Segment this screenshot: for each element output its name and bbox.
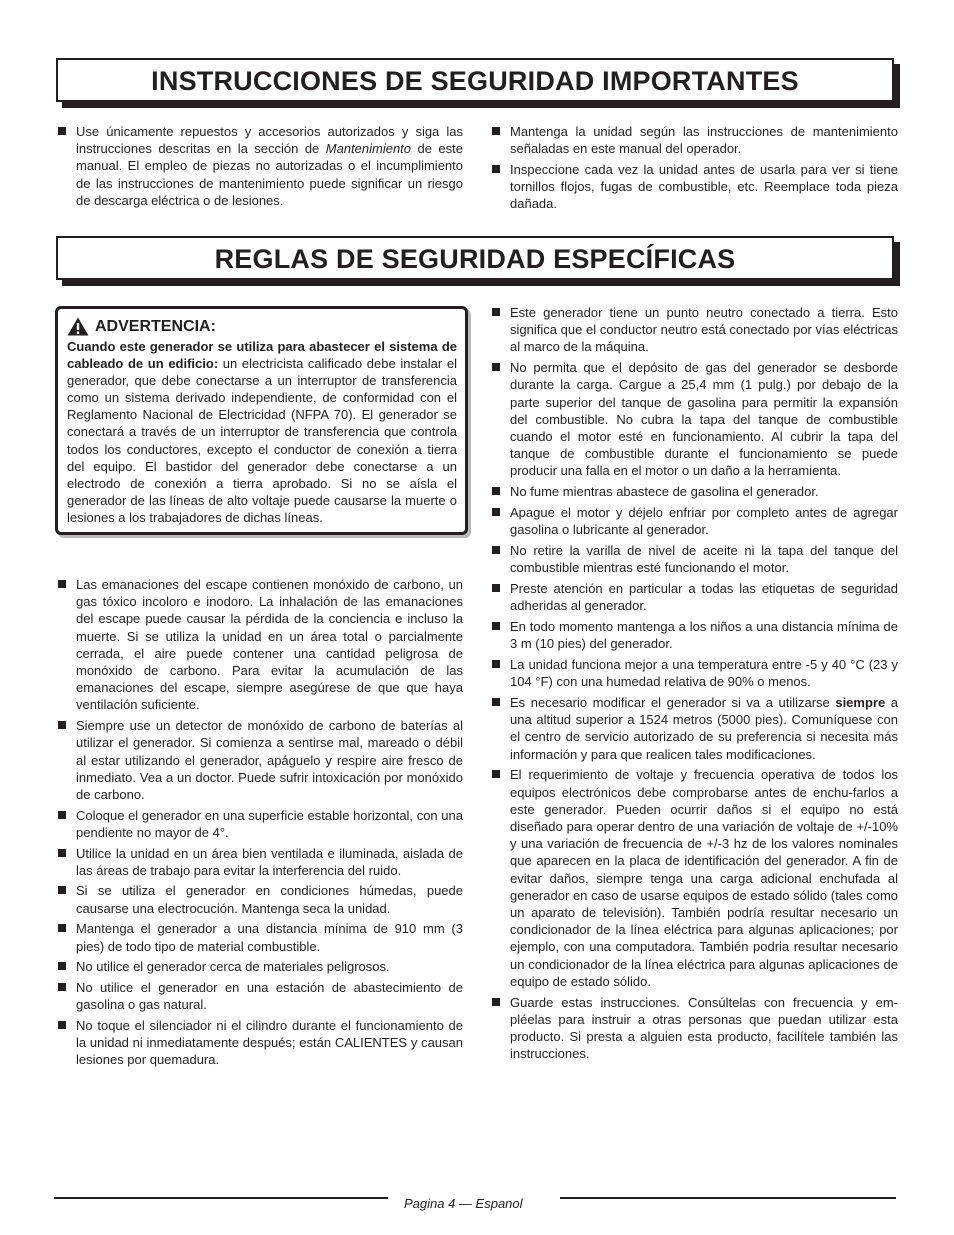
list-item <box>490 359 898 479</box>
item-text: Si se utiliza el generador en condiciones húmedas, puede causarse una electrocución. Mantenga seca la unidad. <box>76 883 463 916</box>
list-item <box>56 123 463 209</box>
square-bullet-icon <box>58 127 66 135</box>
item-text: Siempre use un detector de monóxido de carbono de baterías al utilizar el generador. Si comienza a sentirse mal, mareado o débil al estar utilizando el generador, apáguelo y respire aire fresco de inmediato. Vea a un doctor. Puede sufrir intoxicación por monóxido de carbono. <box>76 718 463 802</box>
page-footer: Pagina 4 — Espanol <box>404 1196 523 1211</box>
item-text: No utilice el generador en una estación de abastecimiento de gasolina o gas natural. <box>76 979 463 1013</box>
square-bullet-icon <box>492 998 500 1006</box>
square-bullet-icon <box>492 770 500 778</box>
item-text: No utilice el generador cerca de materiales peligrosos. <box>76 959 390 975</box>
warning-text <box>67 338 457 526</box>
list-item <box>56 920 463 954</box>
item-text: En todo momento mantenga a los niños a una distancia mínima de 3 m (10 pies) del generador. <box>510 619 898 652</box>
square-bullet-icon <box>58 1021 66 1029</box>
list-item <box>490 618 898 652</box>
item-text: Este generador tiene un punto neutro conectado a tierra. Esto significa que el conductor neutro está conectado por vías eléctricas al marco de la máquina. <box>510 305 898 355</box>
square-bullet-icon <box>58 983 66 991</box>
square-bullet-icon <box>58 886 66 894</box>
square-bullet-icon <box>492 660 500 668</box>
list-item <box>56 1017 463 1069</box>
square-bullet-icon <box>492 584 500 592</box>
square-bullet-icon <box>58 924 66 932</box>
item-italic-text: Mantenimiento <box>325 141 412 157</box>
square-bullet-icon <box>492 546 500 554</box>
item-text: Inspeccione cada vez la unidad antes de usarla para ver si tiene tornillos flojos, fugas de combustible, etc. Reemplace toda pieza dañada. <box>510 161 898 212</box>
item-text: Es necesario modificar el generador si va a utilizarse <box>510 695 836 711</box>
list-item <box>56 882 463 916</box>
square-bullet-icon <box>492 508 500 516</box>
square-bullet-icon <box>492 487 500 495</box>
list-item <box>490 123 898 157</box>
square-bullet-icon <box>492 698 500 706</box>
list-item <box>490 504 898 538</box>
list-item <box>56 576 463 714</box>
square-bullet-icon <box>492 308 500 316</box>
item-text: No toque el silenciador ni el cilindro durante el funcionamiento de la unidad ni inmediatamente después; están CALIENTES y causan lesiones por quemadura. <box>76 1017 463 1068</box>
square-bullet-icon <box>492 622 500 630</box>
item-text: No permita que el depósito de gas del generador se desborde durante la carga. Cargue a 25,4 mm (1 pulg.) por debajo de la parte superior del tanque de gasolina para permitir la expansión del combustible. No cubra la tapa del tanque de combustible cuando el motor esté en funcionamiento. Al cubrir la tapa del tanque de combustible durante el funcionamiento se puede producir una falla en el motor o un daño a la herramienta. <box>510 360 898 479</box>
important-instructions-right-column <box>490 123 898 216</box>
list-item <box>490 483 898 500</box>
list-item <box>56 807 463 841</box>
item-text: No retire la varilla de nivel de aceite ni la tapa del tanque del combustible mientras esté funcionando el motor. <box>510 543 898 576</box>
item-text: de este manual. El empleo de piezas no autorizadas o el incumplimiento de las instrucciones de mantenimiento puede significar un riesgo de descarga eléctrica o de lesiones. <box>76 141 463 208</box>
specific-rules-right-column <box>490 304 898 1066</box>
list-item <box>490 161 898 213</box>
square-bullet-icon <box>492 165 500 173</box>
list-item <box>490 656 898 690</box>
list-item <box>490 694 898 763</box>
warning-bold-lead: Cuando este generador se utiliza para abastecer el sistema de cableado de un edificio: <box>67 339 457 372</box>
square-bullet-icon <box>492 363 500 371</box>
square-bullet-icon <box>58 962 66 970</box>
item-bold-text: siempre <box>835 695 886 711</box>
square-bullet-icon <box>58 811 66 819</box>
warning-heading <box>67 317 457 336</box>
square-bullet-icon <box>58 721 66 729</box>
warning-triangle-icon <box>67 317 89 336</box>
item-text: La unidad funciona mejor a una temperatura entre -5 y 40 °C (23 y 104 °F) con una humedad relativa de 90% o menos. <box>510 657 898 690</box>
item-text: Guarde estas instrucciones. Consúltelas con frecuencia y em-pléelas para instruir a otras personas que puedan utilizar esta producto. Si presta a alguien esta producto, facilítele también las instrucciones. <box>510 994 898 1062</box>
item-text: Coloque el generador en una superficie estable horizontal, con una pendiente no mayor de 4°. <box>76 807 463 840</box>
specific-rules-left-column <box>56 576 463 1072</box>
item-text: a una altitud superior a 1524 metros (5000 pies). Comuníquese con el centro de servicio autorizado de su preferencia si necesita más información y para que realicen tales modificaciones. <box>510 695 899 762</box>
list-item <box>56 958 463 975</box>
list-item <box>490 304 898 356</box>
footer-rule-left <box>54 1197 388 1199</box>
item-text: Preste atención en particular a todas las etiquetas de seguridad adheridas al generador. <box>510 581 898 614</box>
warning-box <box>55 306 468 535</box>
warning-heading-text: ADVERTENCIA: <box>95 317 216 335</box>
square-bullet-icon <box>58 849 66 857</box>
list-item <box>56 845 463 879</box>
list-item <box>490 580 898 614</box>
item-text: Use únicamente repuestos y accesorios autorizados y siga las instrucciones descritas en la sección de <box>76 124 463 157</box>
section-title-important-instructions: INSTRUCCIONES DE SEGURIDAD IMPORTANTES <box>56 58 894 102</box>
section-title-specific-rules: REGLAS DE SEGURIDAD ESPECÍFICAS <box>56 236 894 280</box>
item-text: Las emanaciones del escape contienen monóxido de carbono, un gas tóxico incoloro e inodoro. La inhalación de las emanaciones del escape puede causar la pérdida de la conciencia e incluso la muerte. Si se utiliza la unidad en un área total o parcialmente cerrada, el aire puede contener una cantidad peligrosa de monóxido de carbono. Para evitar la acumulación de las emanaciones del escape, siempre asegúrese de que que haya ventilación suficiente. <box>76 577 463 713</box>
square-bullet-icon <box>58 580 66 588</box>
list-item <box>490 542 898 576</box>
item-text: El requerimiento de voltaje y frecuencia operativa de todos los equipos electrónicos debe comprobarse antes de enchu-farlos a este generador. Pueden ocurrir daños si el equipo no está diseñado para operar dentro de una variación de voltaje de +/-10% y una variación de frecuencia de +/-3 hz de los valores nominales que aparecen en la placa de identificación del generador. A fin de evitar daños, siempre tenga una carga adicional enchufada al generador en caso de usarse equipos de estado sólido (tales como un aparato de televisión). También podría resultar necesario un condicionador de la línea eléctrica para algunas aplicaciones; por ejemplo, con una computadora. También podria resultar necesario un condicionador de la línea eléctrica para algunas aplicaciones de equipo de estado sólido. <box>510 767 898 989</box>
item-text: Mantenga el generador a una distancia mínima de 910 mm (3 pies) de todo tipo de material combustible. <box>76 921 463 954</box>
important-instructions-left-column <box>56 123 463 213</box>
list-item <box>56 717 463 803</box>
item-text: Utilice la unidad en un área bien ventilada e iluminada, aislada de las áreas de trabajo para evitar la interferencia del ruido. <box>76 845 463 878</box>
list-item <box>56 979 463 1013</box>
list-item <box>490 766 898 990</box>
square-bullet-icon <box>492 127 500 135</box>
item-text: Apague el motor y déjelo enfriar por completo antes de agregar gasolina o lubricante al generador. <box>510 505 898 538</box>
footer-rule-right <box>560 1197 896 1199</box>
item-text: Mantenga la unidad según las instrucciones de mantenimiento señaladas en este manual del operador. <box>510 124 898 157</box>
list-item <box>490 994 898 1063</box>
item-text: No fume mientras abastece de gasolina el generador. <box>510 484 819 500</box>
warning-body: un electricista calificado debe instalar el generador, que debe conectarse a un interruptor de transferencia como un sistema derivado independiente, de conformidad con el Reglamento Nacional de Electricidad (NFPA 70). El generador se conectará a través de un interruptor de transferencia que controla todos los conductores, excepto el conductor de conexión a tierra del equipo. El bastidor del generador debe conectarse a un electrodo de conexión a tierra aprobado. Si no se aísla el generador de las líneas de alto voltaje puede causarse la muerte o lesiones a los trabajadores de dichas líneas. <box>67 356 457 525</box>
